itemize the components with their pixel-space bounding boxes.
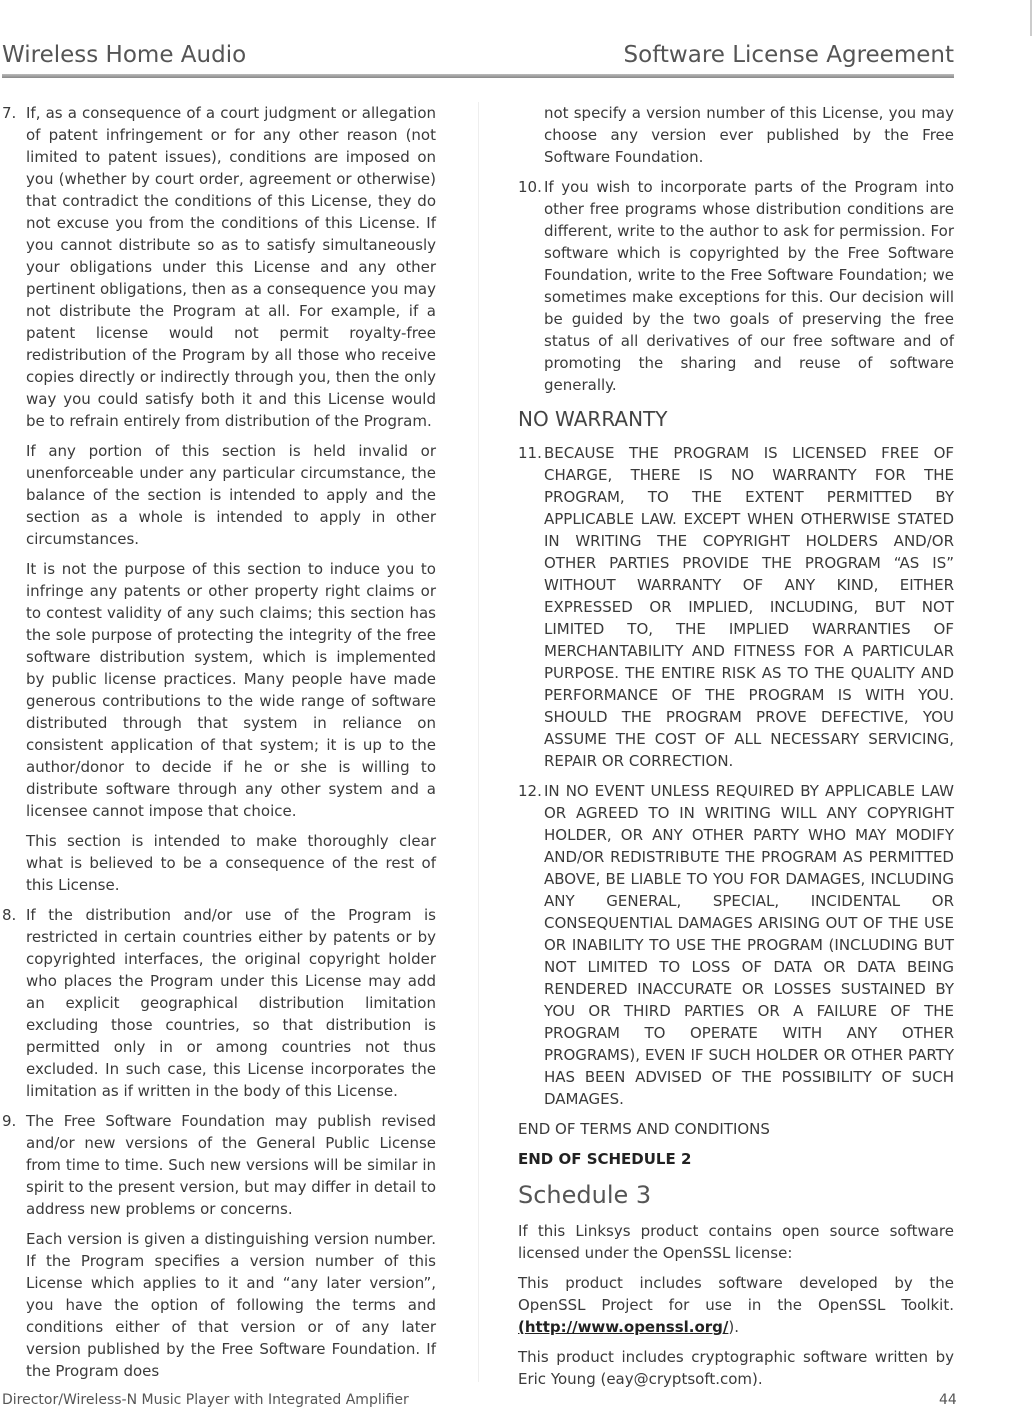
- end-of-schedule-2: END OF SCHEDULE 2: [518, 1150, 692, 1168]
- section-12-paragraph-1: IN NO EVENT UNLESS REQUIRED BY APPLICABLE LAW OR AGREED TO IN WRITING WILL ANY COPYRIGHT HOLDER, OR ANY OTHER PARTY WHO MAY MODIFY AND/OR REDISTRIBUTE THE PROGRAM AS PERMITTED ABOVE, BE LIABLE TO YOU FOR DAMAGES, INCLUDING ANY GENERAL, SPECIAL, INCIDENTAL OR CONSEQUENTIAL DAMAGES ARISING OUT OF THE USE OR INABILITY TO USE THE PROGRAM (INCLUDING BUT NOT LIMITED TO LOSS OF DATA OR DATA BEING RENDERED INACCURATE OR LOSSES SUSTAINED BY YOU OR THIRD PARTIES OR A FAILURE OF THE PROGRAM TO OPERATE WITH ANY OTHER PROGRAMS), EVEN IF SUCH HOLDER OR OTHER PARTY HAS BEEN ADVISED OF THE POSSIBILITY OF SUCH DAMAGES.: [544, 782, 954, 1108]
- section-10: [518, 176, 954, 396]
- schedule-3-paragraph-1: If this Linksys product contains open source software licensed under the OpenSSL license:: [518, 1222, 954, 1262]
- section-number: 8.: [2, 906, 17, 924]
- section-9-paragraph-1: The Free Software Foundation may publish revised and/or new versions of the General Public License from time to time. Such new versions will be similar in spirit to the present version, but may differ in detail to address new problems or concerns.: [26, 1112, 436, 1218]
- schedule-3-paragraph-3: This product includes cryptographic software written by Eric Young (eay@cryptsoft.com).: [518, 1348, 954, 1388]
- section-11: [518, 442, 954, 772]
- section-9: [2, 1110, 436, 1382]
- section-7: [2, 102, 436, 896]
- section-9-paragraph-2: Each version is given a distinguishing version number. If the Program specifies a version number of this License which applies to it and “any later version”, you have the option of following the terms and conditions either of that version or of any later version published by the Free Software Foundation. If the Program does: [26, 1230, 436, 1380]
- section-11-paragraph-1: BECAUSE THE PROGRAM IS LICENSED FREE OF CHARGE, THERE IS NO WARRANTY FOR THE PROGRAM, TO THE EXTENT PERMITTED BY APPLICABLE LAW. EXCEPT WHEN OTHERWISE STATED IN WRITING THE COPYRIGHT HOLDERS AND/OR OTHER PARTIES PROVIDE THE PROGRAM “AS IS” WITHOUT WARRANTY OF ANY KIND, EITHER EXPRESSED OR IMPLIED, INCLUDING, BUT NOT LIMITED TO, THE IMPLIED WARRANTIES OF MERCHANTABILITY AND FITNESS FOR A PARTICULAR PURPOSE. THE ENTIRE RISK AS TO THE QUALITY AND PERFORMANCE OF THE PROGRAM IS WITH YOU. SHOULD THE PROGRAM PROVE DEFECTIVE, YOU ASSUME THE COST OF ALL NECESSARY SERVICING, REPAIR OR CORRECTION.: [544, 444, 954, 770]
- section-7-paragraph-1: If, as a consequence of a court judgment or allegation of patent infringement or for any other reason (not limited to patent issues), conditions are imposed on you (whether by court order, agreement or otherwise) that contradict the conditions of this License, they do not excuse you from the conditions of this License. If you cannot distribute so as to satisfy simultaneously your obligations under this License and any other pertinent obligations, then as a consequence you may not distribute the Program at all. For example, if a patent license would not permit royalty-free redistribution of the Program by all those who receive copies directly or indirectly through you, then the only way you could satisfy both it and this License would be to refrain entirely from distribution of the Program.: [26, 104, 436, 430]
- header-title-left: Wireless Home Audio: [2, 42, 247, 68]
- right-column: [518, 102, 954, 1398]
- section-8: [2, 904, 436, 1102]
- section-number: 7.: [2, 104, 17, 122]
- page-edge-mark: [1030, 0, 1032, 36]
- schedule-3-paragraph-2: [518, 1272, 954, 1338]
- section-7-paragraph-3: It is not the purpose of this section to induce you to infringe any patents or other property right claims or to contest validity of any such claims; this section has the sole purpose of protecting the integrity of the free software distribution system, which is implemented by public license practices. Many people have made generous contributions to the wide range of software distributed through that system in reliance on consistent application of that system; it is up to the author/donor to decide if he or she is willing to distribute software through any other system and a licensee cannot impose that choice.: [26, 560, 436, 820]
- section-number: 9.: [2, 1112, 17, 1130]
- section-7-paragraph-4: This section is intended to make thoroughly clear what is believed to be a consequence of the rest of this License.: [26, 832, 436, 894]
- column-divider: [478, 102, 479, 1382]
- section-12: [518, 780, 954, 1110]
- end-of-terms: END OF TERMS AND CONDITIONS: [518, 1120, 770, 1138]
- section-number: 10.: [518, 178, 542, 196]
- left-column: [2, 102, 436, 1390]
- section-9-continuation: not specify a version number of this License, you may choose any version ever published by the Free Software Foundation.: [544, 104, 954, 166]
- page-number: 44: [939, 1392, 957, 1408]
- openssl-link[interactable]: http://www.openssl.org/: [524, 1318, 729, 1336]
- section-number: 11.: [518, 444, 542, 462]
- section-7-paragraph-2: If any portion of this section is held invalid or unenforceable under any particular circumstance, the balance of the section is intended to apply and the section as a whole is intended to apply in other circumstances.: [26, 442, 436, 548]
- section-10-paragraph-1: If you wish to incorporate parts of the Program into other free programs whose distribution conditions are different, write to the author to ask for permission. For software which is copyrighted by the Free Software Foundation, write to the Free Software Foundation; we sometimes make exceptions for this. Our decision will be guided by the two goals of preserving the free status of all derivatives of our free software and of promoting the sharing and reuse of software generally.: [544, 178, 954, 394]
- no-warranty-heading: NO WARRANTY: [518, 407, 668, 431]
- link-paren-close: ).: [728, 1318, 740, 1336]
- schedule-3-paragraph-2-text: This product includes software developed by the OpenSSL Project for use in the OpenSSL Toolkit.: [518, 1274, 954, 1314]
- header-divider: [2, 74, 954, 78]
- section-number: 12.: [518, 782, 542, 800]
- schedule-3-heading: Schedule 3: [518, 1181, 652, 1209]
- link-paren-open: (: [518, 1318, 525, 1336]
- header-title-right: Software License Agreement: [623, 42, 954, 68]
- footer-product-name: Director/Wireless-N Music Player with Integrated Amplifier: [2, 1392, 409, 1408]
- section-8-paragraph-1: If the distribution and/or use of the Program is restricted in certain countries either by patents or by copyrighted interfaces, the original copyright holder who places the Program under this License may add an explicit geographical distribution limitation excluding those countries, so that distribution is permitted only in or among countries not thus excluded. In such case, this License incorporates the limitation as if written in the body of this License.: [26, 906, 436, 1100]
